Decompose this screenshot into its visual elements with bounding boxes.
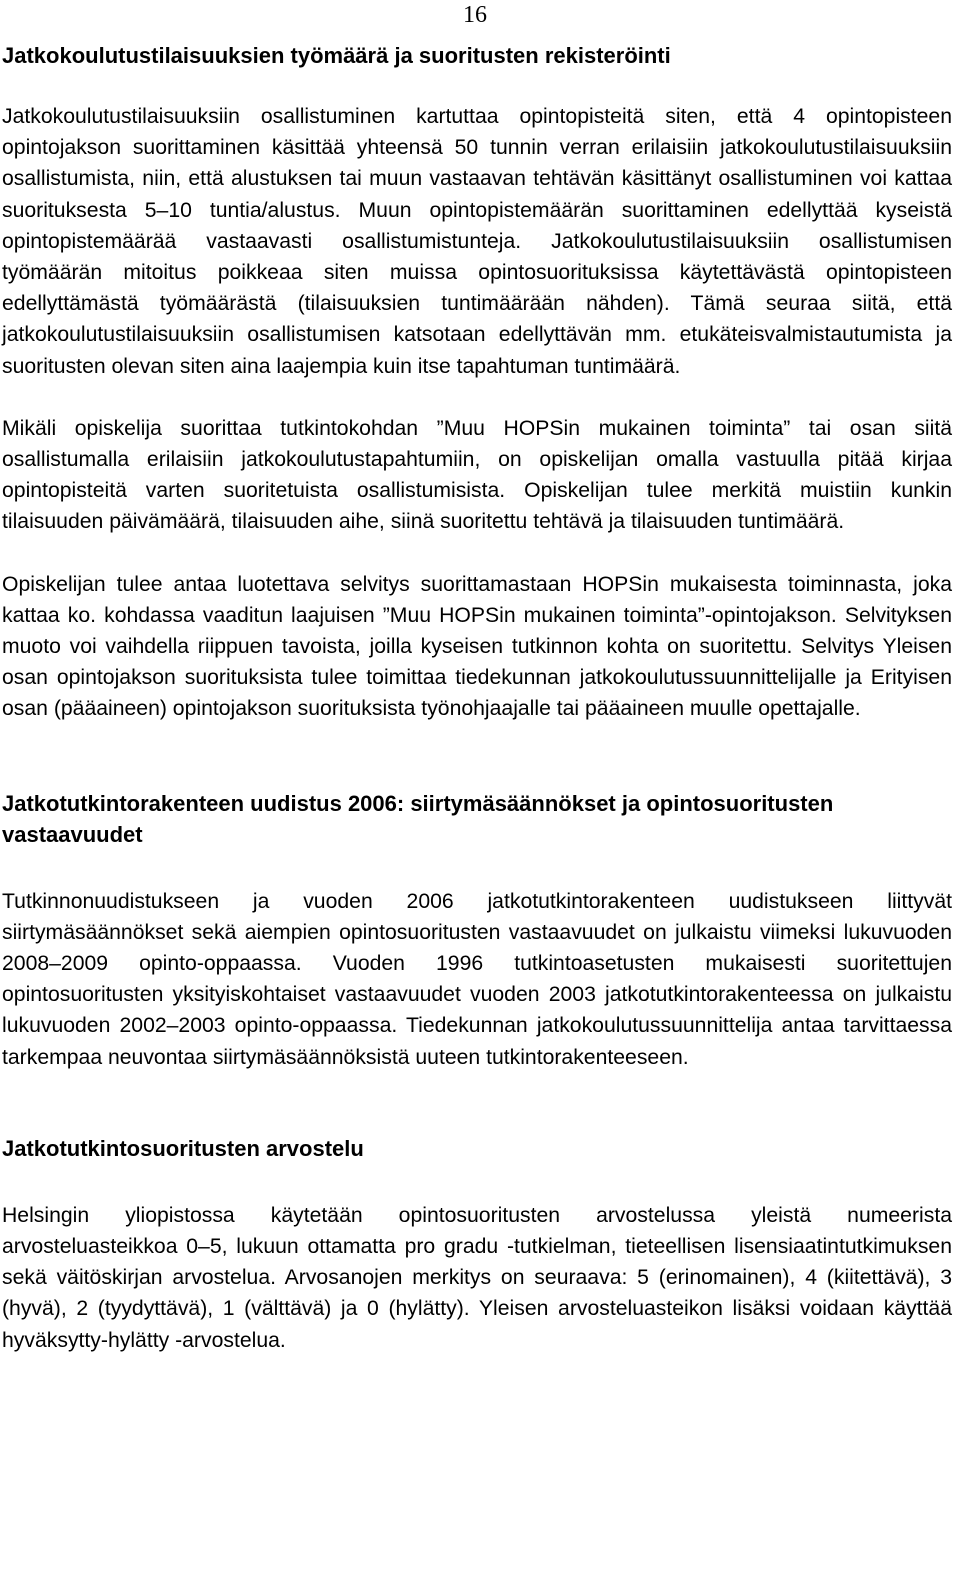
paragraph-record-keeping: Mikäli opiskelija suorittaa tutkintokohdan ”Muu HOPSin mukainen toiminta” tai osan siitä osallistumalla erilaisiin jatkokoulutustapahtumiin, on opiskelijan omalla vastuulla pitää kirjaa opintopisteitä varten suoritetuista osallistumisista. Opiskelijan tulee merkitä muistiin kunkin tilaisuuden päivämäärä, tilaisuuden aihe, siinä suoritettu tehtävä ja tilaisuuden tuntimäärä. (2, 416, 952, 534)
paragraph-grading-scale: Helsingin yliopistossa käytetään opintosuoritusten arvostelussa yleistä numeerista arvosteluasteikkoa 0–5, lukuun ottamatta pro gradu -tutkielman, tieteellisen lisensiaatintutkimuksen sekä väitöskirjan arvostelua. Arvosanojen merkitys on seuraava: 5 (erinomainen), 4 (kiitettävä), 3 (hyvä), 2 (tyydyttävä), 1 (välttävä) ja 0 (hylätty). Yleisen arvosteluasteikon lisäksi voidaan käyttää hyväksytty-hylätty -arvostelua. (2, 1203, 952, 1352)
section-heading-workload: Jatkokoulutustilaisuuksien työmäärä ja suoritusten rekisteröinti (2, 43, 671, 68)
paragraph-workload: Jatkokoulutustilaisuuksiin osallistuminen kartuttaa opintopisteitä siten, että 4 opintopisteen opintojakson suorittaminen käsittää yhteensä 50 tunnin verran erilaisiin jatkokoulutustilaisuuksiin osallistumista, niin, että alustuksen tai muun vastaavan tehtävän käsittänyt osallistuminen voi kattaa suorituksesta 5–10 tuntia/alustus. Muun opintopistemäärän suorittaminen edellyttää kyseistä opintopistemäärää vastaavasti osallistumistunteja. Jatkokoulutustilaisuuksiin osallistumisen työmäärän mitoitus poikkeaa siten muissa opintosuorituksissa käytettävästä opintopisteen edellyttämästä työmäärästä (tilaisuuksien tuntimäärään nähden). Tämä seuraa siitä, että jatkokoulutustilaisuuksiin osallistumisen katsotaan edellyttävän mm. etukäteisvalmistautumista ja suoritusten olevan siten aina laajempia kuin itse tapahtuman tuntimäärä. (2, 105, 952, 378)
section-heading-reform-2006: Jatkotutkintorakenteen uudistus 2006: siirtymäsäännökset ja opintosuoritusten vastaavuudet (2, 790, 834, 847)
paragraph-report: Opiskelijan tulee antaa luotettava selvitys suorittamastaan HOPSin mukaisesta toiminnasta, joka kattaa ko. kohdassa vaaditun laajuisen ”Muu HOPSin mukainen toiminta”-opintojakson. Selvityksen muoto voi vaihdella riippuen tavoista, joilla kyseisen tutkinnon kohta on suoritettu. Selvitys Yleisen osan opintojakson suorituksista tulee toimittaa tiedekunnan jatkokoulutussuunnittelijalle ja Erityisen osan (pääaineen) opintojakson suorituksista työnohjaajalle tai pääaineen muulle opettajalle. (2, 572, 952, 721)
page-number: 16 (463, 2, 487, 28)
paragraph-transition-rules: Tutkinnonuudistukseen ja vuoden 2006 jatkotutkintorakenteen uudistukseen liittyvät siirtymäsäännökset sekä aiempien opintosuoritusten vastaavuudet on julkaistu viimeksi lukuvuoden 2008–2009 opinto-oppaassa. Vuoden 1996 tutkintoasetusten mukaisesti suoritettujen opintosuoritusten yksityiskohtaiset vastaavuudet vuoden 2003 jatkotutkintorakenteessa on julkaistu lukuvuoden 2002–2003 opinto-oppaassa. Tiedekunnan jatkokoulutussuunnittelija antaa tarvittaessa tarkempaa neuvontaa siirtymäsäännöksistä uuteen tutkintorakenteeseen. (2, 889, 952, 1069)
document-body (2, 40, 952, 1356)
section-heading-grading: Jatkotutkintosuoritusten arvostelu (2, 1135, 364, 1161)
